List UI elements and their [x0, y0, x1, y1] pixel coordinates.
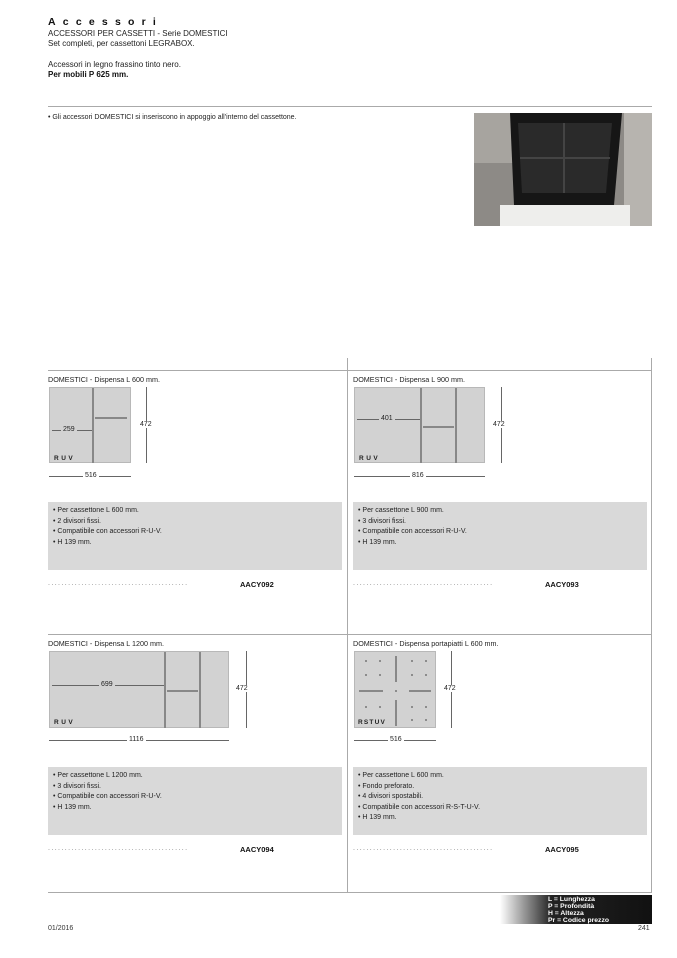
peg-hole	[425, 660, 427, 662]
product-specs	[48, 502, 342, 570]
system-code: RUV	[54, 455, 76, 462]
depth-dimension: 472	[140, 421, 152, 428]
grid-bottom-rule	[48, 892, 652, 893]
product-specs	[353, 502, 647, 570]
leader-dots: ..........................................	[48, 845, 189, 852]
header-material: Accessori in legno frassino tinto nero.	[48, 60, 181, 69]
divider	[395, 700, 397, 726]
spec-line: • Compatibile con accessori R-U-V.	[358, 528, 467, 535]
divider	[167, 690, 198, 692]
product-code: AACY094	[240, 845, 274, 854]
leader-dots: ..........................................	[48, 580, 189, 587]
inner-dimension: 699	[101, 681, 113, 688]
spec-line: • H 139 mm.	[358, 814, 397, 821]
width-dimension: 816	[412, 472, 424, 479]
width-dimension: 516	[390, 736, 402, 743]
inner-dimension: 259	[63, 426, 75, 433]
header-subtitle: Set completi, per cassettoni LEGRABOX.	[48, 39, 195, 48]
spec-line: • Compatibile con accessori R-U-V.	[53, 793, 162, 800]
footer-date: 01/2016	[48, 925, 74, 932]
leader-dots: ..........................................	[353, 845, 494, 852]
divider	[409, 690, 431, 692]
spec-line: • Compatibile con accessori R-S-T-U-V.	[358, 803, 481, 811]
system-code: RSTUV	[358, 719, 387, 726]
divider	[395, 656, 397, 682]
divider	[423, 426, 454, 428]
intro-note: • Gli accessori DOMESTICI si inseriscono in appoggio all'interno del cassettone.	[48, 114, 297, 121]
grid-middle-rule	[48, 634, 652, 635]
drawer-drawing	[49, 651, 229, 728]
peg-hole	[425, 719, 427, 721]
divider	[420, 388, 422, 463]
peg-hole	[425, 674, 427, 676]
spec-line: • H 139 mm.	[358, 538, 397, 546]
header-category: ACCESSORI PER CASSETTI - Serie DOMESTICI	[48, 29, 228, 38]
product-photo	[474, 113, 652, 226]
product-code: AACY093	[545, 580, 579, 589]
page-number: 241	[638, 925, 650, 932]
peg-hole	[379, 674, 381, 676]
grid-center-line	[347, 358, 348, 893]
divider	[359, 690, 383, 692]
product-specs	[48, 767, 342, 835]
product-title: DOMESTICI - Dispensa L 600 mm.	[48, 375, 160, 384]
peg-hole	[411, 706, 413, 708]
spec-line: • 3 divisori fissi.	[358, 517, 406, 525]
spec-line: • 3 divisori fissi.	[53, 782, 101, 790]
depth-dimension: 472	[444, 685, 456, 692]
drawer-drawing	[49, 387, 131, 463]
spec-line: • Compatibile con accessori R-U-V.	[53, 528, 162, 535]
peg-hole	[365, 674, 367, 676]
legend-item: P = Profondità	[548, 903, 595, 910]
width-dimension: 516	[85, 472, 97, 479]
divider	[164, 652, 166, 728]
peg-hole	[411, 660, 413, 662]
divider	[92, 388, 94, 463]
peg-hole	[425, 706, 427, 708]
depth-dimension: 472	[236, 685, 248, 692]
header-divider	[48, 106, 652, 107]
width-dimension: 1116	[129, 736, 144, 743]
grid-right-line	[651, 358, 652, 893]
legend-item: Pr = Codice prezzo	[548, 917, 609, 924]
spec-line: • H 139 mm.	[53, 803, 92, 811]
drawer-drawing	[354, 387, 485, 463]
product-title: DOMESTICI - Dispensa L 1200 mm.	[48, 639, 164, 648]
divider	[199, 652, 201, 728]
divider	[95, 417, 127, 419]
peg-hole	[395, 690, 397, 692]
peg-hole	[379, 706, 381, 708]
product-title: DOMESTICI - Dispensa portapiatti L 600 mm.	[353, 639, 499, 648]
peg-hole	[365, 706, 367, 708]
spec-line: • Per cassettone L 600 mm.	[53, 507, 139, 514]
depth-dimension: 472	[493, 421, 505, 428]
legend-item: H = Altezza	[548, 910, 584, 917]
product-title: DOMESTICI - Dispensa L 900 mm.	[353, 375, 465, 384]
leader-dots: ..........................................	[353, 580, 494, 587]
drawer-drawing	[354, 651, 436, 728]
abbreviation-legend	[500, 895, 652, 924]
peg-hole	[379, 660, 381, 662]
grid-top-rule	[48, 370, 652, 371]
peg-hole	[411, 674, 413, 676]
page-title: Accessori	[48, 16, 163, 28]
peg-hole	[365, 660, 367, 662]
spec-line: • Per cassettone L 600 mm.	[358, 772, 444, 779]
system-code: RUV	[54, 719, 76, 726]
spec-line: • Fondo preforato.	[358, 782, 415, 790]
spec-line: • H 139 mm.	[53, 538, 92, 546]
header-depth: Per mobili P 625 mm.	[48, 70, 129, 79]
spec-line: • 4 divisori spostabili.	[358, 793, 424, 800]
product-specs	[353, 767, 647, 835]
spec-line: • Per cassettone L 1200 mm.	[53, 772, 143, 779]
spec-line: • 2 divisori fissi.	[53, 517, 101, 525]
peg-hole	[411, 719, 413, 721]
divider	[455, 388, 457, 463]
spec-line: • Per cassettone L 900 mm.	[358, 507, 444, 514]
inner-dimension: 401	[381, 415, 393, 422]
product-code: AACY095	[545, 845, 579, 854]
product-code: AACY092	[240, 580, 274, 589]
legend-item: L = Lunghezza	[548, 896, 595, 903]
system-code: RUV	[359, 455, 381, 462]
